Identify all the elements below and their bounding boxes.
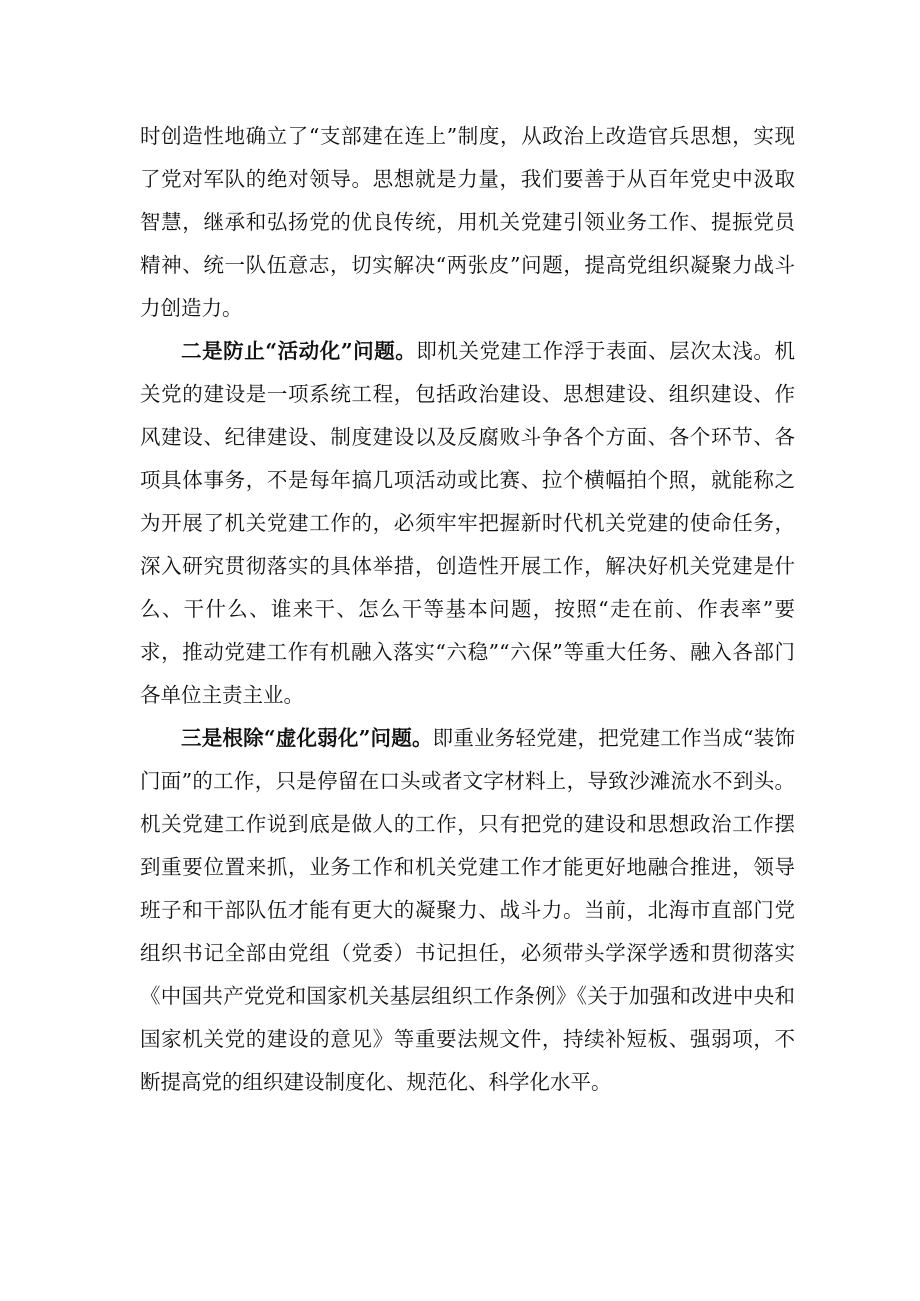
paragraph-lead: 二是防止“活动化”问题。 <box>181 339 417 363</box>
paragraph-point-two <box>140 330 795 717</box>
paragraph-text: 时创造性地确立了“支部建在连上”制度，从政治上改造官兵思想，实现了党对军队的绝对领导。思想就是力量，我们要善于从百年党史中汲取智慧，继承和弘扬党的优良传统，用机关党建引领业务工作、提振党员精神、统一队伍意志，切实解决“两张皮”问题，提高党组织凝聚力战斗力创造力。 <box>140 124 795 320</box>
paragraph-text: 即机关党建工作浮于表面、层次太浅。机关党的建设是一项系统工程，包括政治建设、思想建设、组织建设、作风建设、纪律建设、制度建设以及反腐败斗争各个方面、各个环节、各项具体事务，不是每年搞几项活动或比赛、拉个横幅拍个照，就能称之为开展了机关党建工作的，必须牢牢把握新时代机关党建的使命任务，深入研究贯彻落实的具体举措，创造性开展工作，解决好机关党建是什么、干什么、谁来干、怎么干等基本问题，按照“走在前、作表率”要求，推动党建工作有机融入落实“六稳”“六保”等重大任务、融入各部门各单位主责主业。 <box>140 339 795 707</box>
body-text <box>140 115 795 1104</box>
paragraph-lead: 三是根除“虚化弱化”问题。 <box>181 726 433 750</box>
paragraph-continued <box>140 115 795 330</box>
paragraph-text: 即重业务轻党建，把党建工作当成“装饰门面”的工作，只是停留在口头或者文字材料上，导致沙滩流水不到头。机关党建工作说到底是做人的工作，只有把党的建设和思想政治工作摆到重要位置来抓，业务工作和机关党建工作才能更好地融合推进，领导班子和干部队伍才能有更大的凝聚力、战斗力。当前，北海市直部门党组织书记全部由党组（党委）书记担任，必须带头学深学透和贯彻落实《中国共产党党和国家机关基层组织工作条例》《关于加强和改进中央和国家机关党的建设的意见》等重要法规文件，持续补短板、强弱项，不断提高党的组织建设制度化、规范化、科学化水平。 <box>140 726 795 1094</box>
paragraph-point-three <box>140 717 795 1104</box>
